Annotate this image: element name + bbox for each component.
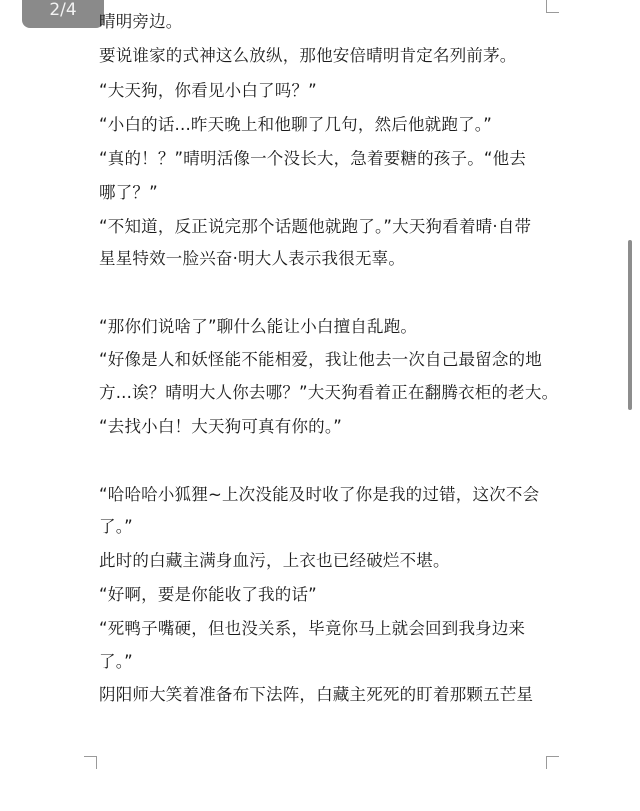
page-corner-mark-bottom-left [84,756,97,769]
text-line: 了。” [99,652,133,671]
text-line: 此时的白藏主满身血污，上衣也已经破烂不堪。 [99,551,450,570]
text-line: “小白的话...昨天晚上和他聊了几句，然后他就跑了。” [99,115,492,134]
page-corner-mark-top-right [546,0,559,13]
text-line: 要说谁家的式神这么放纵，那他安倍晴明肯定名列前茅。 [99,46,517,65]
text-line: 了。” [99,517,133,536]
text-line: “好啊，要是你能收了我的话” [99,585,317,604]
text-line: 晴明旁边。 [99,12,183,31]
text-line: “好像是人和妖怪能不能相爱，我让他去一次自己最留念的地 [99,350,542,369]
text-line: “那你们说啥了”聊什么能让小白擅自乱跑。 [99,317,418,336]
text-line: 阴阳师大笑着准备布下法阵，白藏主死死的盯着那颗五芒星 [99,685,534,704]
text-line: “不知道，反正说完那个话题他就跑了。”大天狗看着晴·自带 [99,217,532,236]
text-line: “死鸭子嘴硬，但也没关系，毕竟你马上就会回到我身边来 [99,619,526,638]
text-line: 星星特效一脸兴奋·明大人表示我很无辜。 [99,249,406,268]
text-line: 哪了？” [99,183,158,202]
text-line: “哈哈哈小狐狸~上次没能及时收了你是我的过错，这次不会 [99,485,540,504]
page-corner-mark-bottom-right [546,756,559,769]
page-indicator: 2/4 [22,0,104,28]
text-line: “真的！？”晴明活像一个没长大，急着要糖的孩子。“他去 [99,149,527,168]
text-line: 方...诶？晴明大人你去哪？”大天狗看着正在翻腾衣柜的老大。 [99,383,559,402]
scrollbar-thumb[interactable] [628,240,632,410]
text-line: “去找小白！大天狗可真有你的。” [99,417,343,436]
text-line: “大天狗，你看见小白了吗？” [99,81,317,100]
